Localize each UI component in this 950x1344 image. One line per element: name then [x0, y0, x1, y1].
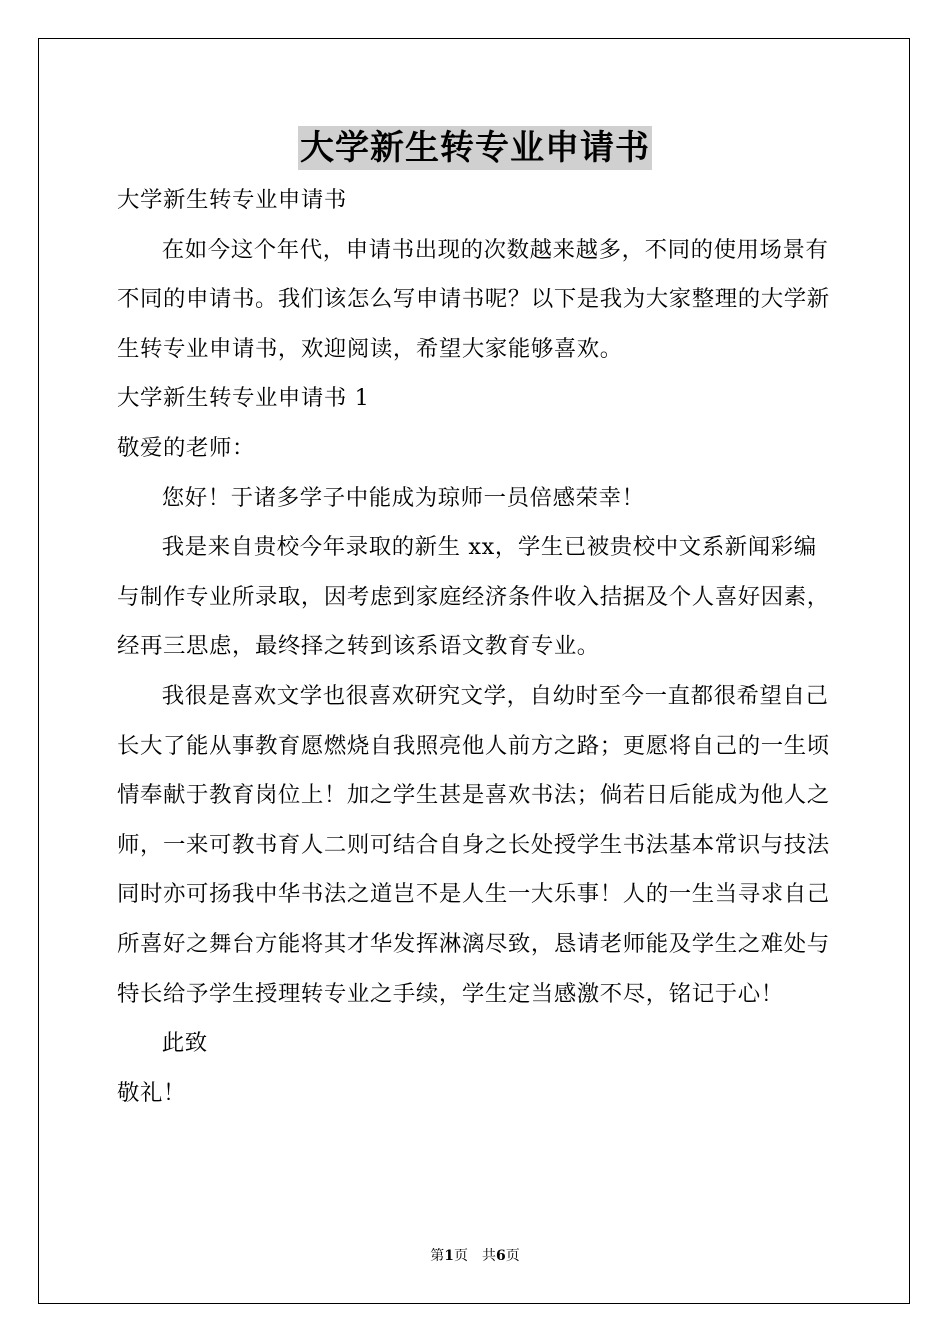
- page-footer: [0, 1246, 950, 1266]
- paragraph: 我是来自贵校今年录取的新生 xx，学生已被贵校中文系新闻彩编与制作专业所录取，因考虑到家庭经济条件收入拮据及个人喜好因素，经再三思虑，最终择之转到该系语文教育专业。: [117, 534, 830, 660]
- title-container: [0, 126, 950, 170]
- paragraph: 在如今这个年代，申请书出现的次数越来越多，不同的使用场景有不同的申请书。我们该怎么写申请书呢？以下是我为大家整理的大学新生转专业申请书，欢迎阅读，希望大家能够喜欢。: [117, 236, 830, 362]
- total-suffix: 页: [505, 1248, 520, 1264]
- page-prefix: 第: [430, 1248, 445, 1264]
- paragraph: 您好！于诸多学子中能成为琼师一员倍感荣幸！: [161, 484, 645, 511]
- page-suffix: 页: [454, 1248, 468, 1264]
- paragraph: 此致: [161, 1030, 208, 1057]
- document-body: [117, 176, 835, 1118]
- paragraph: 大学新生转专业申请书 1: [117, 385, 370, 412]
- paragraph: 敬爱的老师：: [117, 434, 255, 461]
- paragraph: 我很是喜欢文学也很喜欢研究文学，自幼时至今一直都很希望自己长大了能从事教育愿燃烧自我照亮他人前方之路；更愿将自己的一生顷情奉献于教育岗位上！加之学生甚是喜欢书法；倘若日后能成为他人之师，一来可教书育人二则可结合自身之长处授学生书法基本常识与技法同时亦可扬我中华书法之道岂不是人生一大乐事！人的一生当寻求自己所喜好之舞台方能将其才华发挥淋漓尽致，恳请老师能及学生之难处与特长给予学生授理转专业之手续，学生定当感激不尽，铭记于心！: [117, 682, 830, 1007]
- document-title: 大学新生转专业申请书: [300, 128, 650, 168]
- total-prefix: 共: [482, 1248, 496, 1264]
- paragraph: 敬礼！: [117, 1079, 186, 1106]
- total-pages: 6: [496, 1248, 506, 1264]
- page-number: 1: [444, 1248, 454, 1264]
- paragraph: 大学新生转专业申请书: [117, 187, 347, 213]
